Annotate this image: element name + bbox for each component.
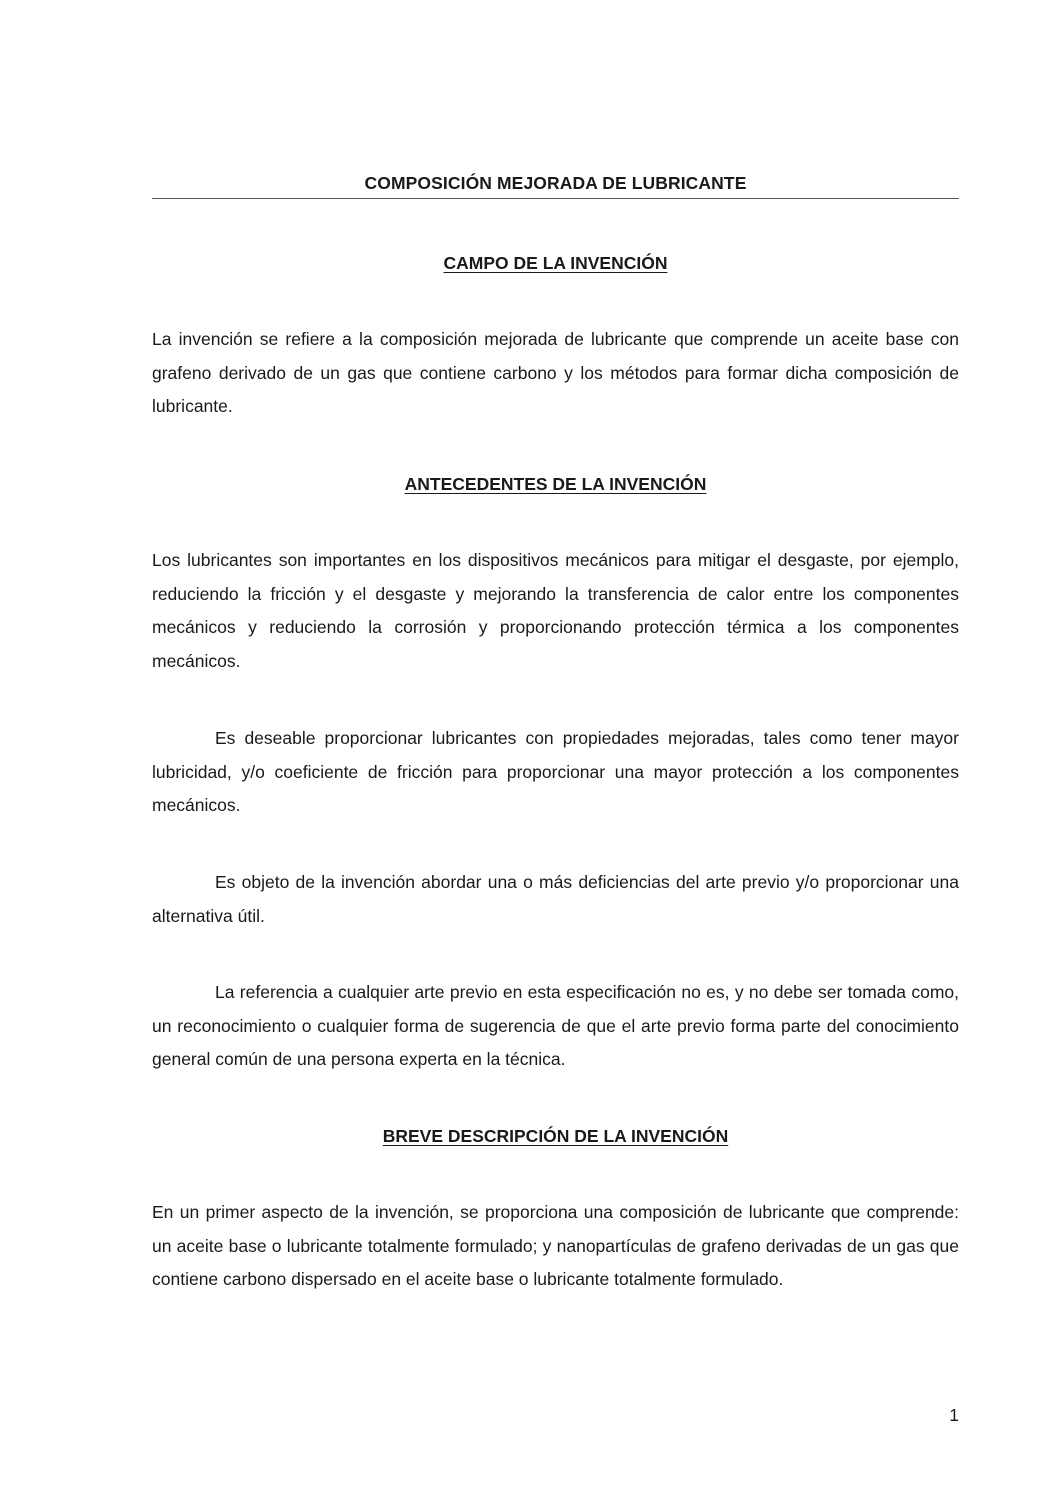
paragraph: La referencia a cualquier arte previo en esta especificación no es, y no debe ser tomada como, un reconocimiento o cualquier forma de sugerencia de que el arte previo forma parte del conocimiento general común de una persona experta en la técnica. <box>152 982 959 1069</box>
paragraph: Es objeto de la invención abordar una o más deficiencias del arte previo y/o proporcionar una alternativa útil. <box>152 872 959 926</box>
section-heading-campo <box>152 253 959 274</box>
paragraph: Los lubricantes son importantes en los dispositivos mecánicos para mitigar el desgaste, por ejemplo, reduciendo la fricción y el desgaste y mejorando la transferencia de calor entre los componentes mecánicos y reduciendo la corrosión y proporcionando protección térmica a los componentes mecánicos. <box>152 550 959 671</box>
paragraph: En un primer aspecto de la invención, se proporciona una composición de lubricante que comprende: un aceite base o lubricante totalmente formulado; y nanopartículas de grafeno derivadas de un gas que contiene carbono dispersado en el aceite base o lubricante totalmente formulado. <box>152 1202 959 1289</box>
paragraph: Es deseable proporcionar lubricantes con propiedades mejoradas, tales como tener mayor lubricidad, y/o coeficiente de fricción para proporcionar una mayor protección a los componentes mecánicos. <box>152 728 959 815</box>
section-heading-antecedentes <box>152 474 959 495</box>
section-heading-text: BREVE DESCRIPCIÓN DE LA INVENCIÓN <box>382 1126 729 1146</box>
page-number: 1 <box>949 1405 959 1425</box>
section-heading-text: ANTECEDENTES DE LA INVENCIÓN <box>404 474 707 494</box>
paragraph: La invención se refiere a la composición mejorada de lubricante que comprende un aceite base con grafeno derivado de un gas que contiene carbono y los métodos para formar dicha composición de lubricante. <box>152 329 959 416</box>
document-title: COMPOSICIÓN MEJORADA DE LUBRICANTE <box>364 173 747 193</box>
title-divider <box>152 198 959 199</box>
section-heading-text: CAMPO DE LA INVENCIÓN <box>443 253 668 273</box>
section-heading-breve-descripcion <box>152 1126 959 1147</box>
